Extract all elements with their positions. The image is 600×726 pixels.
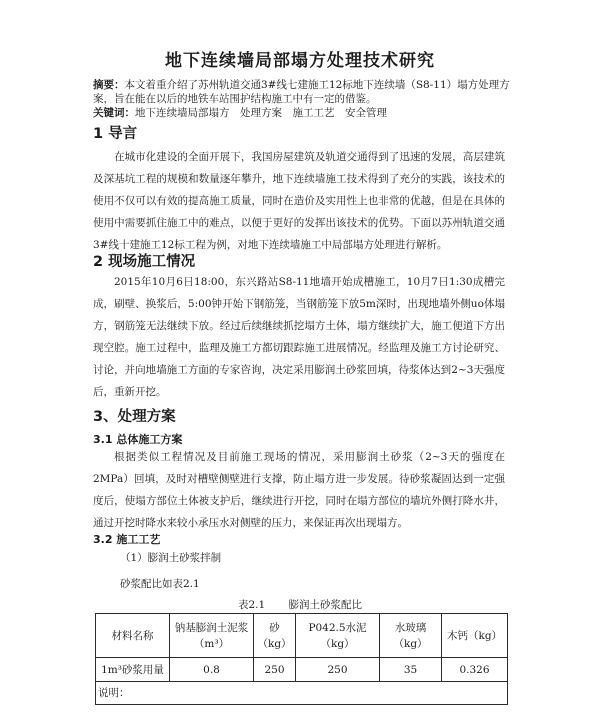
- keywords-text: 地下连续墙局部塌方 处理方案 施工工艺 安全管理: [135, 107, 387, 119]
- section-3-1-paragraph: 根据类似工程情况及目前施工现场的情况，采用膨润土砂浆（2~3天的强度在2MPa）回填，及时对槽壁侧壁进行支撑，防止塌方进一步发展。待砂浆凝固达到一定强度后，使塌方部位土体被支护后，继续进行开挖，同时在塌方部位的墙坑外侧打降水井，通过开挖时降水来较小承压水对侧壁的压力，来保证再次出现塌方。: [93, 451, 505, 529]
- table-cell: 0.8: [170, 658, 254, 682]
- table-note-row: [96, 682, 508, 705]
- table-header-cell: 砂（kg）: [254, 614, 296, 658]
- abstract-label: 摘要：: [93, 79, 125, 91]
- section-1-heading: 1 导言: [93, 126, 138, 142]
- section-2-paragraph: 2015年10月6日18:00，东兴路站S8-11地墙开始成槽施工，10月7日1:30成槽完成，刷壁、换浆后，5:00钟开始下钢筋笼，当钢筋笼下放5m深时，出现地墙外侧uo体塌方，钢筋笼无法继续下放。经过后续继续抓挖塌方土体，塌方继续扩大，施工便道下方出现空腔。施工过程中，监理及施工方都切跟踪施工进展情况。经监理及施工方讨论研究、讨论，并向地墙施工方面的专家咨询，决定采用膨润土砂浆回填，待浆体达到2~3天强度后，重新开挖。: [93, 276, 505, 398]
- abstract-block: [93, 78, 523, 120]
- abstract-text: 本文着重介绍了苏州轨道交通3#线七建施工12标地下连续墙（S8-11）塌方处理方案，旨在能在以后的地铁车站围护结构施工中有一定的借鉴。: [93, 79, 510, 105]
- section-3-heading: 3、处理方案: [93, 409, 176, 425]
- table-cell: 250: [254, 658, 296, 682]
- section-3-1-heading: 3.1 总体施工方案: [93, 433, 183, 446]
- table-header-cell: 材料名称: [96, 614, 170, 658]
- table-row: [96, 658, 508, 682]
- mix-ratio-intro: 砂浆配比如表2.1: [120, 578, 200, 590]
- section-1-paragraph: 在城市化建设的全面开展下，我国房屋建筑及轨道交通得到了迅速的发展，高层建筑及深基坑工程的规模和数量逐年攀升，地下连续墙施工技术得到了充分的实践，该技术的使用不仅可以有效的提高施工质量，同时在造价及实用性上也非常的优越，但是在具体的使用中需要抓住施工中的难点，以便于更好的发挥出该技术的优势。下面以苏州轨道交通3#线十建施工12标工程为例，对地下连续墙施工中局部塌方处理进行解析。: [93, 151, 505, 251]
- process-item-1: （1）膨润土砂浆拌制: [120, 552, 222, 564]
- table-cell: 35: [380, 658, 442, 682]
- paper-title: 地下连续墙局部塌方处理技术研究: [165, 51, 435, 71]
- table-header-row: [96, 614, 508, 658]
- table-caption: [0, 597, 600, 612]
- section-2-heading: 2 现场施工情况: [93, 254, 196, 270]
- table-header-cell: 水玻璃（kg）: [380, 614, 442, 658]
- table-note: 说明：: [96, 682, 508, 705]
- section-3-2-heading: 3.2 施工工艺: [93, 533, 161, 546]
- table-caption-number: 表2.1: [237, 599, 266, 611]
- keywords-label: 关键词：: [93, 107, 135, 119]
- table-header-cell: P042.5水泥（kg）: [296, 614, 380, 658]
- table-cell: 1m³砂浆用量: [96, 658, 170, 682]
- table-header-cell: 木钙（kg）: [442, 614, 508, 658]
- table-caption-title: 膨润土砂浆配比: [288, 599, 363, 611]
- table-header-cell: 钠基膨润土泥浆（m³）: [170, 614, 254, 658]
- table-cell: 0.326: [442, 658, 508, 682]
- table-cell: 250: [296, 658, 380, 682]
- mix-ratio-table: [95, 613, 508, 705]
